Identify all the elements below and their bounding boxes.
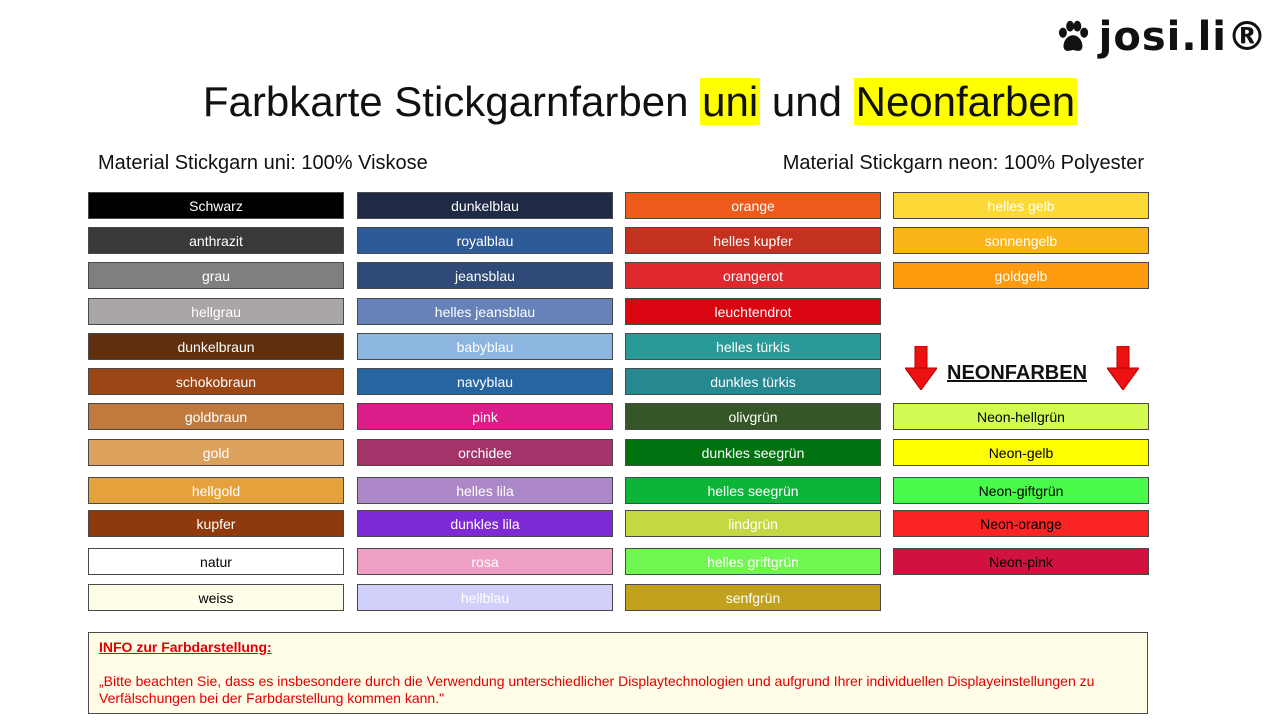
color-swatch: babyblau xyxy=(357,333,613,360)
color-swatch: hellgold xyxy=(88,477,344,504)
title-highlight-uni: uni xyxy=(702,78,759,125)
color-swatch: royalblau xyxy=(357,227,613,254)
color-swatch: hellgrau xyxy=(88,298,344,325)
page-title xyxy=(0,78,1280,126)
color-swatch: orange xyxy=(625,192,881,219)
color-swatch: helles lila xyxy=(357,477,613,504)
color-swatch: lindgrün xyxy=(625,510,881,537)
color-swatch: Schwarz xyxy=(88,192,344,219)
color-swatch: schokobraun xyxy=(88,368,344,395)
color-swatch: olivgrün xyxy=(625,403,881,430)
info-box xyxy=(88,632,1148,714)
info-heading: INFO zur Farbdarstellung: xyxy=(99,639,272,655)
info-text: „Bitte beachten Sie, dass es insbesondere durch die Verwendung unterschiedlicher Displaytechnologien und aufgrund Ihrer individuellen Displayeinstellungen zu Verfälschungen bei der Farbdarstellung kommen kann." xyxy=(99,673,1095,706)
color-swatch: rosa xyxy=(357,548,613,575)
color-swatch: leuchtendrot xyxy=(625,298,881,325)
color-swatch: pink xyxy=(357,403,613,430)
color-swatch: orchidee xyxy=(357,439,613,466)
color-swatch: goldgelb xyxy=(893,262,1149,289)
color-swatch: Neon-giftgrün xyxy=(893,477,1149,504)
color-swatch: grau xyxy=(88,262,344,289)
color-swatch: orangerot xyxy=(625,262,881,289)
color-swatch: Neon-gelb xyxy=(893,439,1149,466)
title-part2: und xyxy=(760,78,854,125)
title-part1: Farbkarte Stickgarnfarben xyxy=(202,78,701,125)
paw-icon xyxy=(1055,19,1091,55)
color-swatch: helles gelb xyxy=(893,192,1149,219)
color-swatch: helles jeansblau xyxy=(357,298,613,325)
material-neon: Material Stickgarn neon: 100% Polyester xyxy=(782,152,1144,174)
arrow-down-icon xyxy=(905,346,937,390)
color-swatch: sonnengelb xyxy=(893,227,1149,254)
color-swatch: helles kupfer xyxy=(625,227,881,254)
color-swatch: Neon-pink xyxy=(893,548,1149,575)
material-uni: Material Stickgarn uni: 100% Viskose xyxy=(98,152,428,174)
color-swatch: helles seegrün xyxy=(625,477,881,504)
color-swatch: anthrazit xyxy=(88,227,344,254)
color-swatch: dunkles seegrün xyxy=(625,439,881,466)
logo xyxy=(1055,14,1268,60)
color-swatch: dunkelbraun xyxy=(88,333,344,360)
logo-text: josi.li® xyxy=(1098,14,1268,60)
title-highlight-neon: Neonfarben xyxy=(855,78,1076,125)
color-swatch: dunkles türkis xyxy=(625,368,881,395)
color-swatch: goldbraun xyxy=(88,403,344,430)
color-swatch: kupfer xyxy=(88,510,344,537)
color-swatch: weiss xyxy=(88,584,344,611)
color-swatch: gold xyxy=(88,439,344,466)
color-swatch: navyblau xyxy=(357,368,613,395)
color-swatch: jeansblau xyxy=(357,262,613,289)
color-swatch: helles türkis xyxy=(625,333,881,360)
color-swatch: hellblau xyxy=(357,584,613,611)
neon-label: NEONFARBEN xyxy=(947,362,1088,384)
color-swatch: Neon-hellgrün xyxy=(893,403,1149,430)
neon-header xyxy=(893,346,1149,390)
arrow-down-icon xyxy=(1107,346,1139,390)
color-swatch: Neon-orange xyxy=(893,510,1149,537)
color-swatch: senfgrün xyxy=(625,584,881,611)
color-swatch: helles griftgrün xyxy=(625,548,881,575)
color-swatch: dunkelblau xyxy=(357,192,613,219)
color-swatch: dunkles lila xyxy=(357,510,613,537)
color-swatch: natur xyxy=(88,548,344,575)
